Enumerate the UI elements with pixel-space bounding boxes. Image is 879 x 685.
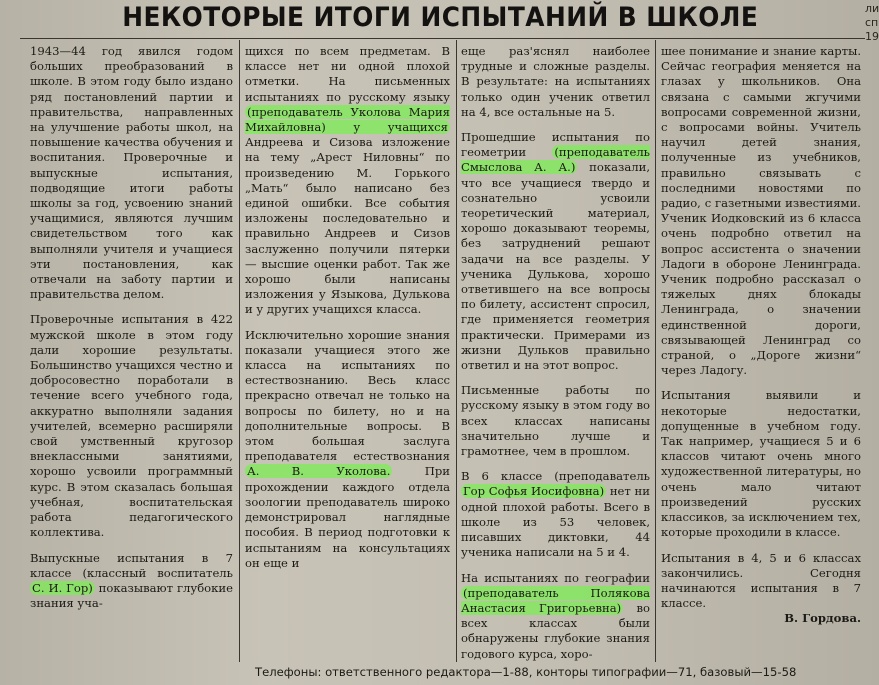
paragraph: Письменные работы по русскому языку в этом году во всех классах написаны значительно лучше и грамотнее, чем в прошлом.: [461, 383, 650, 459]
edge-fragment: ли сп 19: [865, 2, 879, 43]
paragraph: 1943—44 год явился годом больших преобразований в школе. В этом году было издано ряд постановлений партии и правительства, направленных на улучшение работы школ, на повышение качества обучения и воспитания. Проверочные и выпускные испытания, подводящие итоги работы школы за год, усвоению знаний учащимися, являются лучшим свидетельством того как выполняли учителя и учащиеся эти постановления, как отвечали на заботу партии и правительства делом.: [30, 44, 233, 302]
title-rule: [20, 38, 865, 39]
highlighted-name: (преподаватель Полякова Анастасия Григорьевна): [461, 585, 650, 615]
paragraph: [461, 130, 650, 373]
text-span: Исключительно хорошие знания показали учащиеся этого же класса на испытаниях по естествознанию. Весь класс прекрасно отвечал не только на вопросы по билету, но и на дополнительные вопросы. В этом большая заслуга преподавателя естествознания: [245, 327, 450, 464]
column-divider-2: [456, 40, 457, 662]
highlighted-name: С. И. Гор): [32, 580, 93, 595]
paragraph: еще раз'яснял наиболее трудные и сложные разделы. В результате: на испытаниях только один ученик ответил на 4, все остальные на 5.: [461, 44, 650, 119]
highlighted-name: Гор Софья Иосифовна): [463, 484, 605, 499]
text-span: На испытаниях по географии: [461, 570, 650, 585]
paragraph: [461, 469, 650, 560]
column-divider-3: [655, 40, 656, 662]
paragraph: Проверочные испытания в 422 мужской школе в этом году дали хорошие результаты. Большинство учащихся честно и добросовестно поработали в течение всего учебного года, аккуратно выполняли задания учителей, всемерно расширяли свой умственный кругозор внеклассными занятиями, хорошо усвоили программный курс. В этом сказалась большая учебная, воспитательская работа педагогического коллектива.: [30, 312, 233, 540]
column-4: [661, 44, 861, 656]
paragraph: [245, 328, 450, 571]
column-3: [461, 44, 650, 669]
text-span: показали, что все учащиеся твердо и сознательно усвоили теоретический материал, хорошо доказывают теоремы, без затруднений решают задачи на все разделы. У ученика Дулькова, хорошо ответившего на все вопросы по билету, ассистент спросил, где применяется геометрия практически. Примерами из жизни Дульков правильно ответил и на этот вопрос.: [461, 160, 650, 373]
text-span: во всех классах были обнаружены глубокие знания годового курса, хоро-: [461, 600, 650, 661]
highlighted-name: (преподаватель Уколова Мария Михайловна) у учащихся: [245, 104, 450, 135]
paragraph: [30, 551, 233, 612]
highlighted-name: А. В. Уколова.: [247, 464, 391, 479]
column-divider-1: [239, 40, 240, 662]
author-signature: В. Гордова.: [784, 611, 861, 626]
footer-phones: Телефоны: ответственного редактора—1-88, конторы типографии—71, базовый—15-58: [255, 665, 797, 679]
column-1: [30, 44, 233, 669]
text-span: При прохождении каждого отдела зоологии преподаватель широко демонстрировал наглядные пособия. В период подготовки к испытаниям на консультациях он еще и: [245, 464, 450, 570]
text-span: Прошедшие испытания по геометрии: [461, 130, 650, 160]
paragraph: [245, 44, 450, 318]
highlighted-name: (преподаватель Смыслова А. А.): [461, 145, 650, 175]
paragraph: шее понимание и знание карты. Сейчас география меняется на глазах у школьников. Она связана с самыми жгучими вопросами современной жизни, с вопросами войны. Учитель научил детей знания, полученные из учебников, правильно связывать с последними новостями по радио, с газетными известиями. Ученик Иодковский из 6 класса очень подробно ответил на вопрос ассистента о значении Ладоги в обороне Ленинграда. Ученик подробно рассказал о тяжелых днях блокады Ленинграда, о значении единственной дороги, связывающей Ленинград со страной, о „Дороге жизни“ через Ладогу.: [661, 44, 861, 378]
text-span: показывают глубокие знания уча-: [30, 580, 233, 611]
paragraph: [461, 571, 650, 662]
text-span: щихся по всем предметам. В классе нет ни одной плохой отметки. На письменных испытаниях по русскому языку: [245, 44, 450, 104]
text-span: В 6 классе (преподаватель: [461, 469, 650, 484]
article-title: НЕКОТОРЫЕ ИТОГИ ИСПЫТАНИЙ В ШКОЛЕ: [122, 2, 759, 33]
column-2: [245, 44, 450, 669]
paragraph: Испытания в 4, 5 и 6 классах закончились. Сегодня начинаются испытания в 7 классе.: [661, 550, 861, 611]
text-span: Выпускные испытания в 7 классе (классный воспитатель: [30, 550, 233, 580]
text-span: нет ни одной плохой работы. Всего в школе из 53 человек, писавших диктовки, 44 ученика написали на 5 и 4.: [461, 484, 650, 560]
paragraph: Испытания выявили и некоторые недостатки, допущенные в учебном году. Так например, учащиеся 5 и 6 классов читают очень много художественной литературы, но очень мало читают произведений русских классиков, за исключением тех, которые проходили в классе.: [661, 388, 861, 540]
text-span: Андреева и Сизова изложение на тему „Арест Ниловны“ по произведению М. Горького „Мать“ было написано без единой ошибки. Все события изложены последовательно и правильно Андреев и Сизов заслуженно получили пятерки — высшие оценки работ. Так же хорошо были написаны изложения у Языкова, Дулькова и у других учащихся класса.: [245, 135, 450, 317]
